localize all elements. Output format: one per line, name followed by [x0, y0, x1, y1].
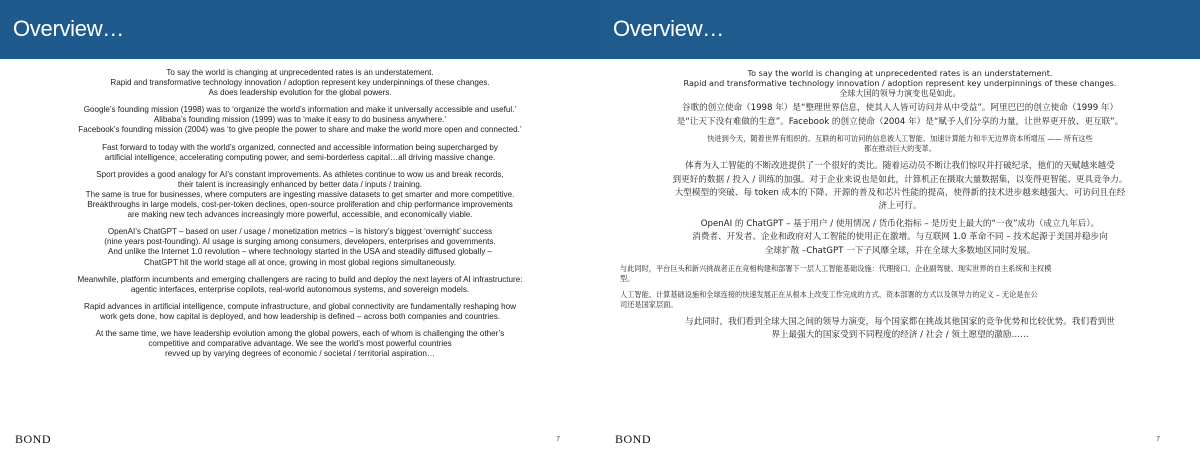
text-line: Breakthroughs in large models, cost-per-token declines, open-source proliferation and chip performance improvements: [87, 200, 513, 210]
page-title: Overview…: [613, 16, 724, 41]
text-line: As does leadership evolution for the global powers.: [208, 88, 392, 98]
text-line: 全球大国的领导力演变也是如此。: [839, 88, 961, 99]
text-line: OpenAI’s ChatGPT – based on user / usage / monetization metrics – is history’s biggest ‘overnight’ success: [107, 227, 493, 237]
paragraph-fast-forward: [12, 143, 588, 163]
text-line: 界上最强大的国家受到不同程度的经济 / 社会 / 领土愿望的激励……: [771, 330, 1029, 341]
text-line: Meanwhile, platform incumbents and emerging challengers are racing to build and deploy the next layers of AI infrastructure:: [77, 274, 523, 284]
text-line: Rapid and transformative technology innovation / adoption represent key underpinnings of these changes.: [110, 78, 490, 88]
text-line: 济上可行。: [878, 201, 922, 212]
paragraph-rapid-advances: [612, 290, 1188, 310]
paragraph-sport-analogy: [12, 170, 588, 220]
text-line: 与此同时，我们看到全球大国之间的领导力演变，每个国家都在挑战其他国家的竞争优势和比较优势。我们看到世: [685, 316, 1115, 327]
text-line: 人工智能、计算基础设施和全球连接的快速发展正在从根本上改变工作完成的方式、资本部署的方式以及领导力的定义 – 无论是在公: [620, 289, 1038, 299]
text-line: competitive and comparative advantage. We see the world’s most powerful countries: [148, 339, 452, 349]
overview-text: [12, 68, 588, 366]
text-line: (nine years post-founding). AI usage is surging among consumers, developers, enterprises and governments.: [104, 237, 496, 247]
text-line: 是“让天下没有难做的生意”。Facebook 的创立使命（2004 年）是“赋予人们分享的力量，让世界更开放、更互联”。: [676, 116, 1124, 127]
footer-brand: BOND: [615, 432, 652, 446]
paragraph-fast-forward: [612, 134, 1188, 154]
paragraph-intro: [12, 68, 588, 98]
text-line: Sport provides a good analogy for AI’s constant improvements. As athletes continue to wow us and break records,: [96, 169, 504, 179]
text-line: are making new tech advances increasingly more powerful, accessible, and economically viable.: [127, 210, 473, 220]
text-line: agentic interfaces, enterprise copilots, real-world autonomous systems, and sovereign models.: [130, 284, 470, 294]
paragraph-global-powers: [12, 329, 588, 359]
header-bar: [600, 0, 1200, 59]
paragraph-infrastructure: [12, 275, 588, 295]
text-line: artificial intelligence, accelerating computing power, and semi-borderless capital…all driving massive change.: [104, 152, 496, 162]
page-number: 7: [556, 436, 560, 443]
page-title: Overview…: [13, 16, 124, 41]
text-line: 与此同时，平台巨头和新兴挑战者正在竞相构建和部署下一层人工智能基础设施：代理接口、企业副驾驶、现实世界的自主系统和主权模: [620, 263, 1052, 273]
paragraph-rapid-advances: [12, 302, 588, 322]
text-line: To say the world is changing at unprecedented rates is an understatement.: [166, 68, 434, 77]
paragraph-missions: [12, 105, 588, 135]
text-line: ChatGPT hit the world stage all at once, growing in most global regions simultaneously.: [144, 257, 456, 267]
text-line: 消费者、开发者、企业和政府对人工智能的使用正在激增。与互联网 1.0 革命不同 – 技术起源于美国并稳步向: [692, 232, 1108, 243]
text-line: Rapid advances in artificial intelligence, compute infrastructure, and global connectivity are fundamentally reshaping how: [84, 301, 516, 311]
slide-chinese: [600, 0, 1200, 449]
text-line: To say the world is changing at unprecedented rates is an understatement.: [747, 68, 1053, 78]
text-line: Rapid and transformative technology innovation / adoption represent key underpinnings of these changes.: [683, 78, 1117, 89]
text-line: 大型模型的突破、每 token 成本的下降、开源的普及和芯片性能的提高，使得新的技术进步越来越强大、可访问且在经: [674, 187, 1126, 198]
text-line: 司还是国家层面。: [620, 299, 678, 309]
footer-brand: BOND: [15, 432, 52, 446]
text-line: 快进到今天，随着世界有组织的、互联的和可访问的信息被人工智能、加速计算能力和半无边界资本所增压 —— 所有这些: [707, 134, 1093, 144]
text-line: And unlike the Internet 1.0 revolution – where technology started in the USA and steadily diffused globally –: [107, 247, 493, 257]
text-line: 型。: [620, 273, 635, 283]
header-bar: [0, 0, 600, 59]
text-line: Fast forward to today with the world’s organized, connected and accessible information being supercharged by: [102, 142, 498, 152]
paragraph-missions: [612, 102, 1188, 129]
text-line: 全球扩散 –ChatGPT 一下子风靡全球，并在全球大多数地区同时发展。: [764, 245, 1036, 256]
text-line: The same is true for businesses, where computers are ingesting massive datasets to get smarter and more competitive.: [85, 189, 515, 199]
paragraph-chatgpt: [12, 227, 588, 267]
text-line: Facebook’s founding mission (2004) was ‘to give people the power to share and make the world more open and connected.’: [78, 125, 522, 135]
text-line: 体育为人工智能的不断改进提供了一个很好的类比。随着运动员不断让我们惊叹并打破纪录，他们的天赋越来越受: [685, 161, 1115, 172]
text-line: OpenAI 的 ChatGPT – 基于用户 / 使用情况 / 货币化指标 – 是历史上最大的“一夜”成功（成立九年后）。: [700, 218, 1100, 229]
paragraph-global-powers: [612, 316, 1188, 343]
paragraph-chatgpt: [612, 218, 1188, 258]
text-line: revved up by varying degrees of economic / societal / territorial aspiration…: [165, 349, 435, 359]
overview-text: [612, 68, 1188, 350]
page-number: 7: [1156, 436, 1160, 443]
text-line: Alibaba’s founding mission (1999) was to ‘make it easy to do business anywhere.’: [153, 115, 447, 125]
text-line: 到更好的数据 / 投入 / 训练的加强。对于企业来说也是如此，计算机正在摄取大量数据集，以变得更智能、更具竞争力。: [672, 174, 1128, 185]
paragraph-sport-analogy: [612, 160, 1188, 214]
paragraph-intro: [612, 68, 1188, 98]
text-line: Google’s founding mission (1998) was to ‘organize the world’s information and make it universally accessible and useful.’: [83, 105, 517, 115]
text-line: work gets done, how capital is deployed, and how leadership is defined – across both companies and countries.: [100, 311, 500, 321]
text-line: their talent is increasingly enhanced by better data / inputs / training.: [177, 179, 423, 189]
text-line: At the same time, we have leadership evolution among the global powers, each of whom is challenging the other’s: [95, 328, 505, 338]
text-line: 谷歌的创立使命（1998 年）是“整理世界信息，使其人人皆可访问并从中受益”。阿里巴巴的创立使命（1999 年）: [681, 103, 1119, 114]
text-line: 都在推动巨大的变革。: [864, 144, 936, 154]
paragraph-infrastructure: [612, 264, 1188, 284]
